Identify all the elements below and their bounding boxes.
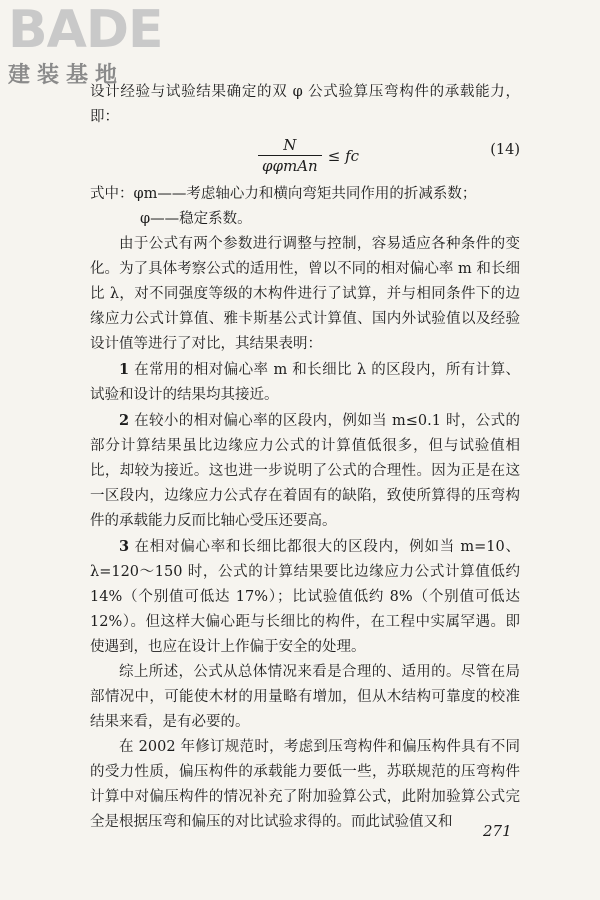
where-line-1: 式中：φm——考虑轴心力和横向弯矩共同作用的折减系数； (90, 186, 477, 202)
page-body (90, 80, 520, 835)
paragraph-2002-revision: 在 2002 年修订规范时，考虑到压弯构件和偏压构件具有不同的受力性质，偏压构件的承载能力要低一些，苏联规范的压弯构件计算中对偏压构件的情况补充了附加验算公式，此附加验算公式完全是根据压弯和偏压的对比试验求得的。而此试验值又和 (90, 739, 520, 830)
formula-14 (90, 134, 520, 178)
formula-fraction (258, 136, 322, 175)
paragraph-applicability: 由于公式有两个参数进行调整与控制，容易适应各种条件的变化。为了具体考察公式的适用性，曾以不同的相对偏心率 m 和长细比 λ，对不同强度等级的木构件进行了试算，并与相同条件下的边缘应力公式计算值、雅卡斯基公式计算值、国内外试验值以及经验设计值等进行了对比，其结果表明： (90, 236, 520, 352)
where-line-2: φ——稳定系数。 (140, 211, 252, 227)
formula-denominator: φφmAn (258, 155, 322, 175)
watermark-logo: BADE (8, 0, 163, 60)
finding-2 (90, 408, 520, 534)
formula-relation: ≤ fc (327, 146, 360, 165)
finding-2-number: 2 (119, 412, 130, 429)
finding-1-number: 1 (119, 361, 130, 378)
finding-1 (90, 357, 520, 408)
equation-number: (14) (490, 142, 520, 158)
finding-1-text: 在常用的相对偏心率 m 和长细比 λ 的区段内，所有计算、试验和设计的结果均其接近。 (90, 362, 521, 403)
finding-2-text: 在较小的相对偏心率的区段内，例如当 m≤0.1 时，公式的部分计算结果虽比边缘应力公式的计算值低很多，但与试验值相比，却较为接近。这也进一步说明了公式的合理性。因为正是在这一区段内，边缘应力公式存在着固有的缺陷，致使所算得的压弯构件的承载能力反而比轴心受压还要高。 (90, 413, 520, 529)
intro-paragraph: 设计经验与试验结果确定的双 φ 公式验算压弯构件的承载能力，即： (90, 84, 520, 125)
finding-3-number: 3 (119, 538, 130, 555)
formula-numerator: N (283, 136, 297, 154)
finding-3 (90, 534, 520, 660)
paragraph-summary: 综上所述，公式从总体情况来看是合理的、适用的。尽管在局部情况中，可能使木材的用量略有增加，但从木结构可靠度的校准结果来看，是有必要的。 (90, 664, 520, 730)
finding-3-text: 在相对偏心率和长细比都很大的区段内，例如当 m=10、λ=120～150 时，公式的计算结果要比边缘应力公式计算值低约 14%（个别值可低达 17%）；比试验值低约 8%（个别值可低达 12%）。但这样大偏心距与长细比的构件，在工程中实属罕遇。即使遇到，也应在设计上作偏于安全的处理。 (90, 539, 520, 655)
watermark-subtitle: 建装基地 (8, 63, 125, 88)
page-number: 271 (483, 822, 512, 840)
formula-expression (258, 136, 359, 175)
